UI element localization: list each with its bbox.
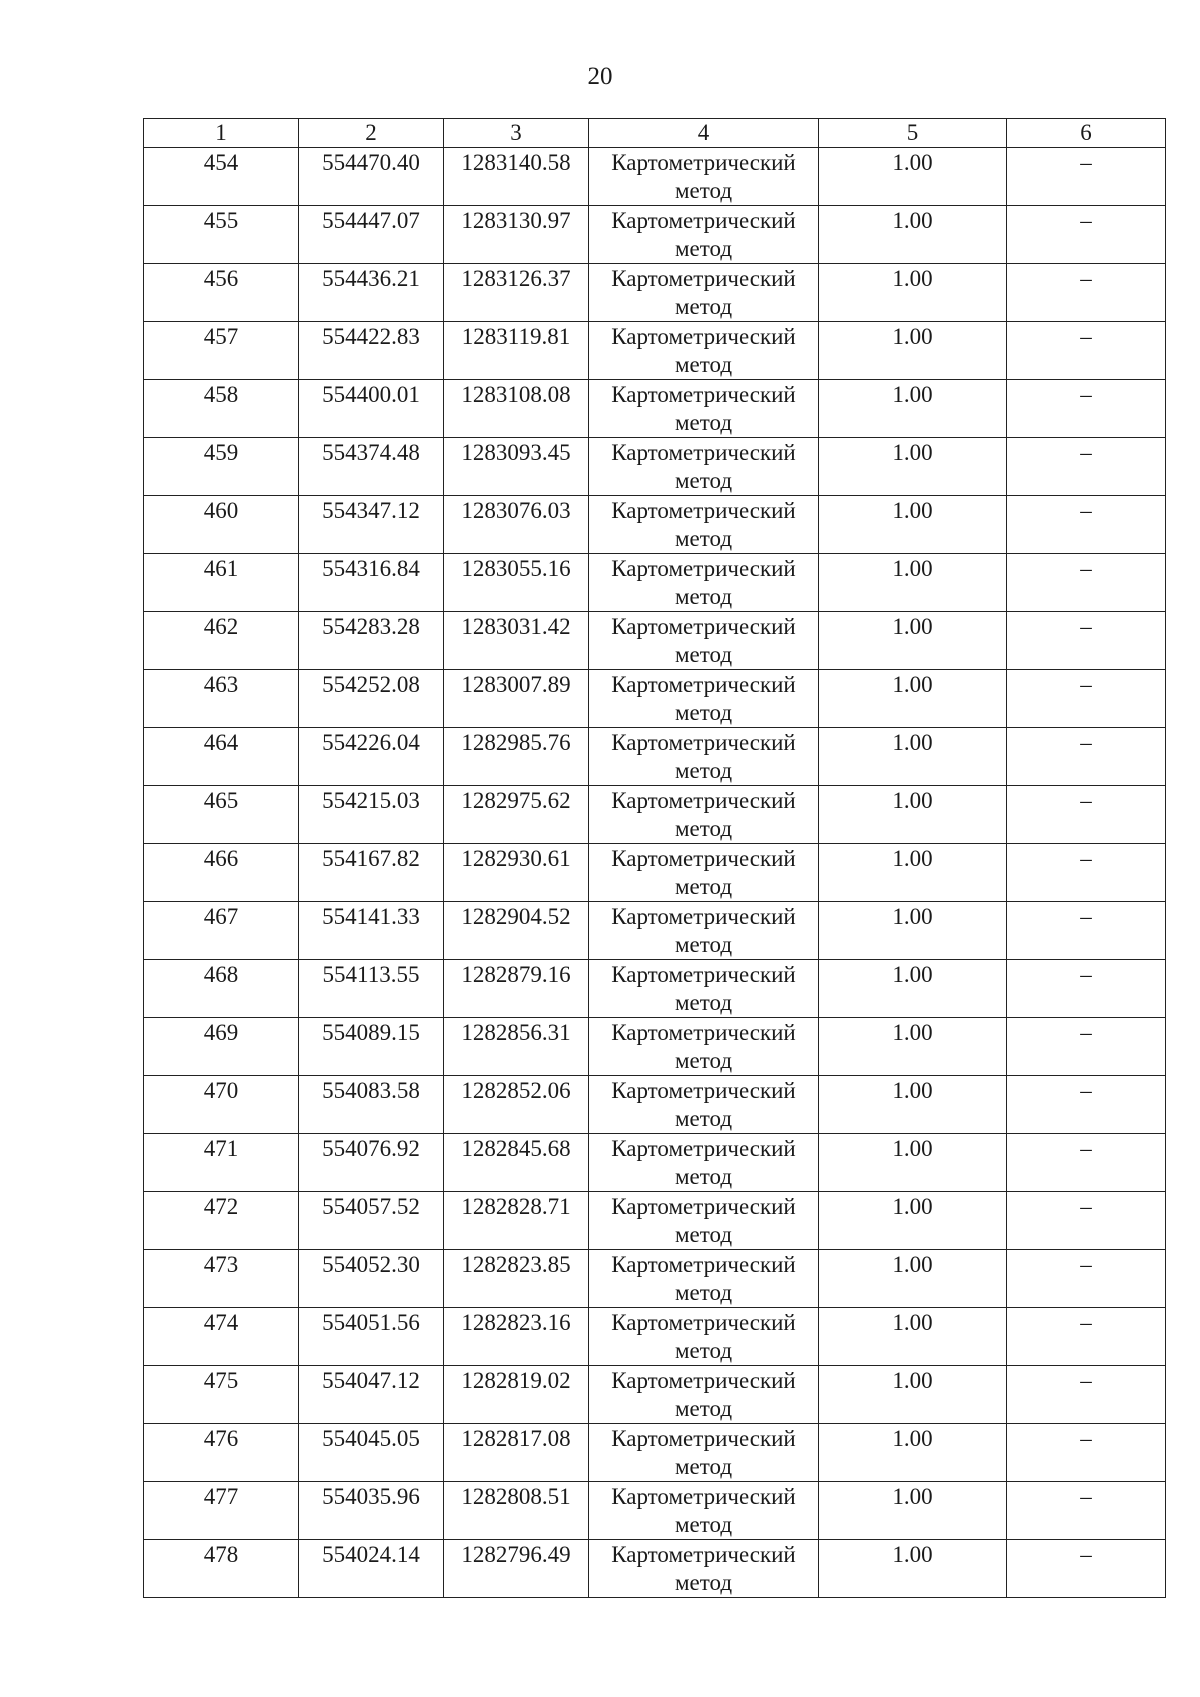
y-coordinate-cell: 1283140.58 <box>444 148 589 206</box>
method-cell: Картометрический метод <box>589 1366 819 1424</box>
accuracy-cell: 1.00 <box>819 1308 1007 1366</box>
description-cell: – <box>1007 1018 1166 1076</box>
description-cell: – <box>1007 322 1166 380</box>
table-row <box>144 1250 1166 1308</box>
accuracy-cell: 1.00 <box>819 1192 1007 1250</box>
point-number-cell: 471 <box>144 1134 299 1192</box>
column-header: 4 <box>589 119 819 148</box>
accuracy-cell: 1.00 <box>819 438 1007 496</box>
header-row <box>144 119 1166 148</box>
y-coordinate-cell: 1283130.97 <box>444 206 589 264</box>
point-number-cell: 462 <box>144 612 299 670</box>
x-coordinate-cell: 554215.03 <box>299 786 444 844</box>
description-cell: – <box>1007 1366 1166 1424</box>
table-row <box>144 438 1166 496</box>
y-coordinate-cell: 1282823.16 <box>444 1308 589 1366</box>
method-cell: Картометрический метод <box>589 496 819 554</box>
column-header: 5 <box>819 119 1007 148</box>
description-cell: – <box>1007 1076 1166 1134</box>
point-number-cell: 459 <box>144 438 299 496</box>
method-cell: Картометрический метод <box>589 1192 819 1250</box>
accuracy-cell: 1.00 <box>819 496 1007 554</box>
accuracy-cell: 1.00 <box>819 786 1007 844</box>
description-cell: – <box>1007 148 1166 206</box>
description-cell: – <box>1007 728 1166 786</box>
y-coordinate-cell: 1282808.51 <box>444 1482 589 1540</box>
point-number-cell: 454 <box>144 148 299 206</box>
method-cell: Картометрический метод <box>589 554 819 612</box>
method-cell: Картометрический метод <box>589 960 819 1018</box>
point-number-cell: 455 <box>144 206 299 264</box>
x-coordinate-cell: 554113.55 <box>299 960 444 1018</box>
method-cell: Картометрический метод <box>589 148 819 206</box>
accuracy-cell: 1.00 <box>819 1018 1007 1076</box>
y-coordinate-cell: 1283126.37 <box>444 264 589 322</box>
y-coordinate-cell: 1282985.76 <box>444 728 589 786</box>
y-coordinate-cell: 1282904.52 <box>444 902 589 960</box>
description-cell: – <box>1007 786 1166 844</box>
y-coordinate-cell: 1283093.45 <box>444 438 589 496</box>
description-cell: – <box>1007 1540 1166 1598</box>
table-row <box>144 1540 1166 1598</box>
y-coordinate-cell: 1282819.02 <box>444 1366 589 1424</box>
method-cell: Картометрический метод <box>589 728 819 786</box>
method-cell: Картометрический метод <box>589 1424 819 1482</box>
description-cell: – <box>1007 496 1166 554</box>
column-header: 2 <box>299 119 444 148</box>
point-number-cell: 463 <box>144 670 299 728</box>
table-row <box>144 670 1166 728</box>
method-cell: Картометрический метод <box>589 322 819 380</box>
accuracy-cell: 1.00 <box>819 206 1007 264</box>
x-coordinate-cell: 554076.92 <box>299 1134 444 1192</box>
point-number-cell: 472 <box>144 1192 299 1250</box>
method-cell: Картометрический метод <box>589 1134 819 1192</box>
column-header: 1 <box>144 119 299 148</box>
point-number-cell: 478 <box>144 1540 299 1598</box>
method-cell: Картометрический метод <box>589 786 819 844</box>
y-coordinate-cell: 1283076.03 <box>444 496 589 554</box>
y-coordinate-cell: 1282796.49 <box>444 1540 589 1598</box>
accuracy-cell: 1.00 <box>819 380 1007 438</box>
table-row <box>144 1018 1166 1076</box>
point-number-cell: 473 <box>144 1250 299 1308</box>
description-cell: – <box>1007 1134 1166 1192</box>
y-coordinate-cell: 1282823.85 <box>444 1250 589 1308</box>
method-cell: Картометрический метод <box>589 1540 819 1598</box>
description-cell: – <box>1007 612 1166 670</box>
point-number-cell: 476 <box>144 1424 299 1482</box>
y-coordinate-cell: 1283007.89 <box>444 670 589 728</box>
accuracy-cell: 1.00 <box>819 148 1007 206</box>
x-coordinate-cell: 554047.12 <box>299 1366 444 1424</box>
x-coordinate-cell: 554422.83 <box>299 322 444 380</box>
point-number-cell: 469 <box>144 1018 299 1076</box>
table-row <box>144 1366 1166 1424</box>
accuracy-cell: 1.00 <box>819 844 1007 902</box>
table-row <box>144 1482 1166 1540</box>
y-coordinate-cell: 1282930.61 <box>444 844 589 902</box>
description-cell: – <box>1007 438 1166 496</box>
accuracy-cell: 1.00 <box>819 612 1007 670</box>
point-number-cell: 461 <box>144 554 299 612</box>
x-coordinate-cell: 554141.33 <box>299 902 444 960</box>
accuracy-cell: 1.00 <box>819 554 1007 612</box>
description-cell: – <box>1007 670 1166 728</box>
method-cell: Картометрический метод <box>589 1076 819 1134</box>
method-cell: Картометрический метод <box>589 264 819 322</box>
table-row <box>144 1424 1166 1482</box>
table-row <box>144 786 1166 844</box>
x-coordinate-cell: 554045.05 <box>299 1424 444 1482</box>
x-coordinate-cell: 554283.28 <box>299 612 444 670</box>
table-row <box>144 960 1166 1018</box>
point-number-cell: 470 <box>144 1076 299 1134</box>
table-row <box>144 264 1166 322</box>
y-coordinate-cell: 1283055.16 <box>444 554 589 612</box>
y-coordinate-cell: 1283108.08 <box>444 380 589 438</box>
table-row <box>144 728 1166 786</box>
description-cell: – <box>1007 902 1166 960</box>
point-number-cell: 468 <box>144 960 299 1018</box>
accuracy-cell: 1.00 <box>819 1134 1007 1192</box>
point-number-cell: 466 <box>144 844 299 902</box>
x-coordinate-cell: 554436.21 <box>299 264 444 322</box>
method-cell: Картометрический метод <box>589 206 819 264</box>
method-cell: Картометрический метод <box>589 1018 819 1076</box>
accuracy-cell: 1.00 <box>819 1076 1007 1134</box>
point-number-cell: 477 <box>144 1482 299 1540</box>
x-coordinate-cell: 554083.58 <box>299 1076 444 1134</box>
y-coordinate-cell: 1282856.31 <box>444 1018 589 1076</box>
point-number-cell: 474 <box>144 1308 299 1366</box>
description-cell: – <box>1007 206 1166 264</box>
method-cell: Картометрический метод <box>589 670 819 728</box>
x-coordinate-cell: 554226.04 <box>299 728 444 786</box>
x-coordinate-cell: 554400.01 <box>299 380 444 438</box>
y-coordinate-cell: 1282879.16 <box>444 960 589 1018</box>
table-row <box>144 844 1166 902</box>
point-number-cell: 460 <box>144 496 299 554</box>
x-coordinate-cell: 554447.07 <box>299 206 444 264</box>
method-cell: Картометрический метод <box>589 1482 819 1540</box>
accuracy-cell: 1.00 <box>819 1482 1007 1540</box>
accuracy-cell: 1.00 <box>819 322 1007 380</box>
accuracy-cell: 1.00 <box>819 1250 1007 1308</box>
x-coordinate-cell: 554374.48 <box>299 438 444 496</box>
table-row <box>144 1076 1166 1134</box>
y-coordinate-cell: 1282852.06 <box>444 1076 589 1134</box>
table-row <box>144 612 1166 670</box>
point-number-cell: 467 <box>144 902 299 960</box>
table-row <box>144 902 1166 960</box>
column-header: 6 <box>1007 119 1166 148</box>
description-cell: – <box>1007 554 1166 612</box>
x-coordinate-cell: 554089.15 <box>299 1018 444 1076</box>
table-body <box>144 148 1166 1598</box>
method-cell: Картометрический метод <box>589 902 819 960</box>
y-coordinate-cell: 1282975.62 <box>444 786 589 844</box>
description-cell: – <box>1007 1250 1166 1308</box>
x-coordinate-cell: 554024.14 <box>299 1540 444 1598</box>
accuracy-cell: 1.00 <box>819 960 1007 1018</box>
x-coordinate-cell: 554252.08 <box>299 670 444 728</box>
method-cell: Картометрический метод <box>589 612 819 670</box>
description-cell: – <box>1007 380 1166 438</box>
description-cell: – <box>1007 960 1166 1018</box>
x-coordinate-cell: 554167.82 <box>299 844 444 902</box>
accuracy-cell: 1.00 <box>819 264 1007 322</box>
table-row <box>144 1134 1166 1192</box>
method-cell: Картометрический метод <box>589 1250 819 1308</box>
y-coordinate-cell: 1282845.68 <box>444 1134 589 1192</box>
y-coordinate-cell: 1283031.42 <box>444 612 589 670</box>
description-cell: – <box>1007 1308 1166 1366</box>
point-number-cell: 464 <box>144 728 299 786</box>
x-coordinate-cell: 554035.96 <box>299 1482 444 1540</box>
table-row <box>144 380 1166 438</box>
description-cell: – <box>1007 844 1166 902</box>
y-coordinate-cell: 1282828.71 <box>444 1192 589 1250</box>
description-cell: – <box>1007 1192 1166 1250</box>
method-cell: Картометрический метод <box>589 380 819 438</box>
x-coordinate-cell: 554470.40 <box>299 148 444 206</box>
y-coordinate-cell: 1282817.08 <box>444 1424 589 1482</box>
description-cell: – <box>1007 1482 1166 1540</box>
method-cell: Картометрический метод <box>589 1308 819 1366</box>
page-number: 20 <box>587 63 613 90</box>
x-coordinate-cell: 554052.30 <box>299 1250 444 1308</box>
table-row <box>144 1192 1166 1250</box>
description-cell: – <box>1007 264 1166 322</box>
method-cell: Картометрический метод <box>589 844 819 902</box>
x-coordinate-cell: 554316.84 <box>299 554 444 612</box>
x-coordinate-cell: 554051.56 <box>299 1308 444 1366</box>
point-number-cell: 457 <box>144 322 299 380</box>
accuracy-cell: 1.00 <box>819 1366 1007 1424</box>
x-coordinate-cell: 554347.12 <box>299 496 444 554</box>
accuracy-cell: 1.00 <box>819 1424 1007 1482</box>
accuracy-cell: 1.00 <box>819 728 1007 786</box>
table-row <box>144 322 1166 380</box>
accuracy-cell: 1.00 <box>819 1540 1007 1598</box>
table-row <box>144 496 1166 554</box>
table-row <box>144 554 1166 612</box>
point-number-cell: 458 <box>144 380 299 438</box>
method-cell: Картометрический метод <box>589 438 819 496</box>
table-row <box>144 148 1166 206</box>
point-number-cell: 465 <box>144 786 299 844</box>
column-header: 3 <box>444 119 589 148</box>
table-row <box>144 206 1166 264</box>
table-row <box>144 1308 1166 1366</box>
y-coordinate-cell: 1283119.81 <box>444 322 589 380</box>
x-coordinate-cell: 554057.52 <box>299 1192 444 1250</box>
coordinates-table <box>143 118 1166 1598</box>
accuracy-cell: 1.00 <box>819 902 1007 960</box>
accuracy-cell: 1.00 <box>819 670 1007 728</box>
point-number-cell: 456 <box>144 264 299 322</box>
description-cell: – <box>1007 1424 1166 1482</box>
point-number-cell: 475 <box>144 1366 299 1424</box>
